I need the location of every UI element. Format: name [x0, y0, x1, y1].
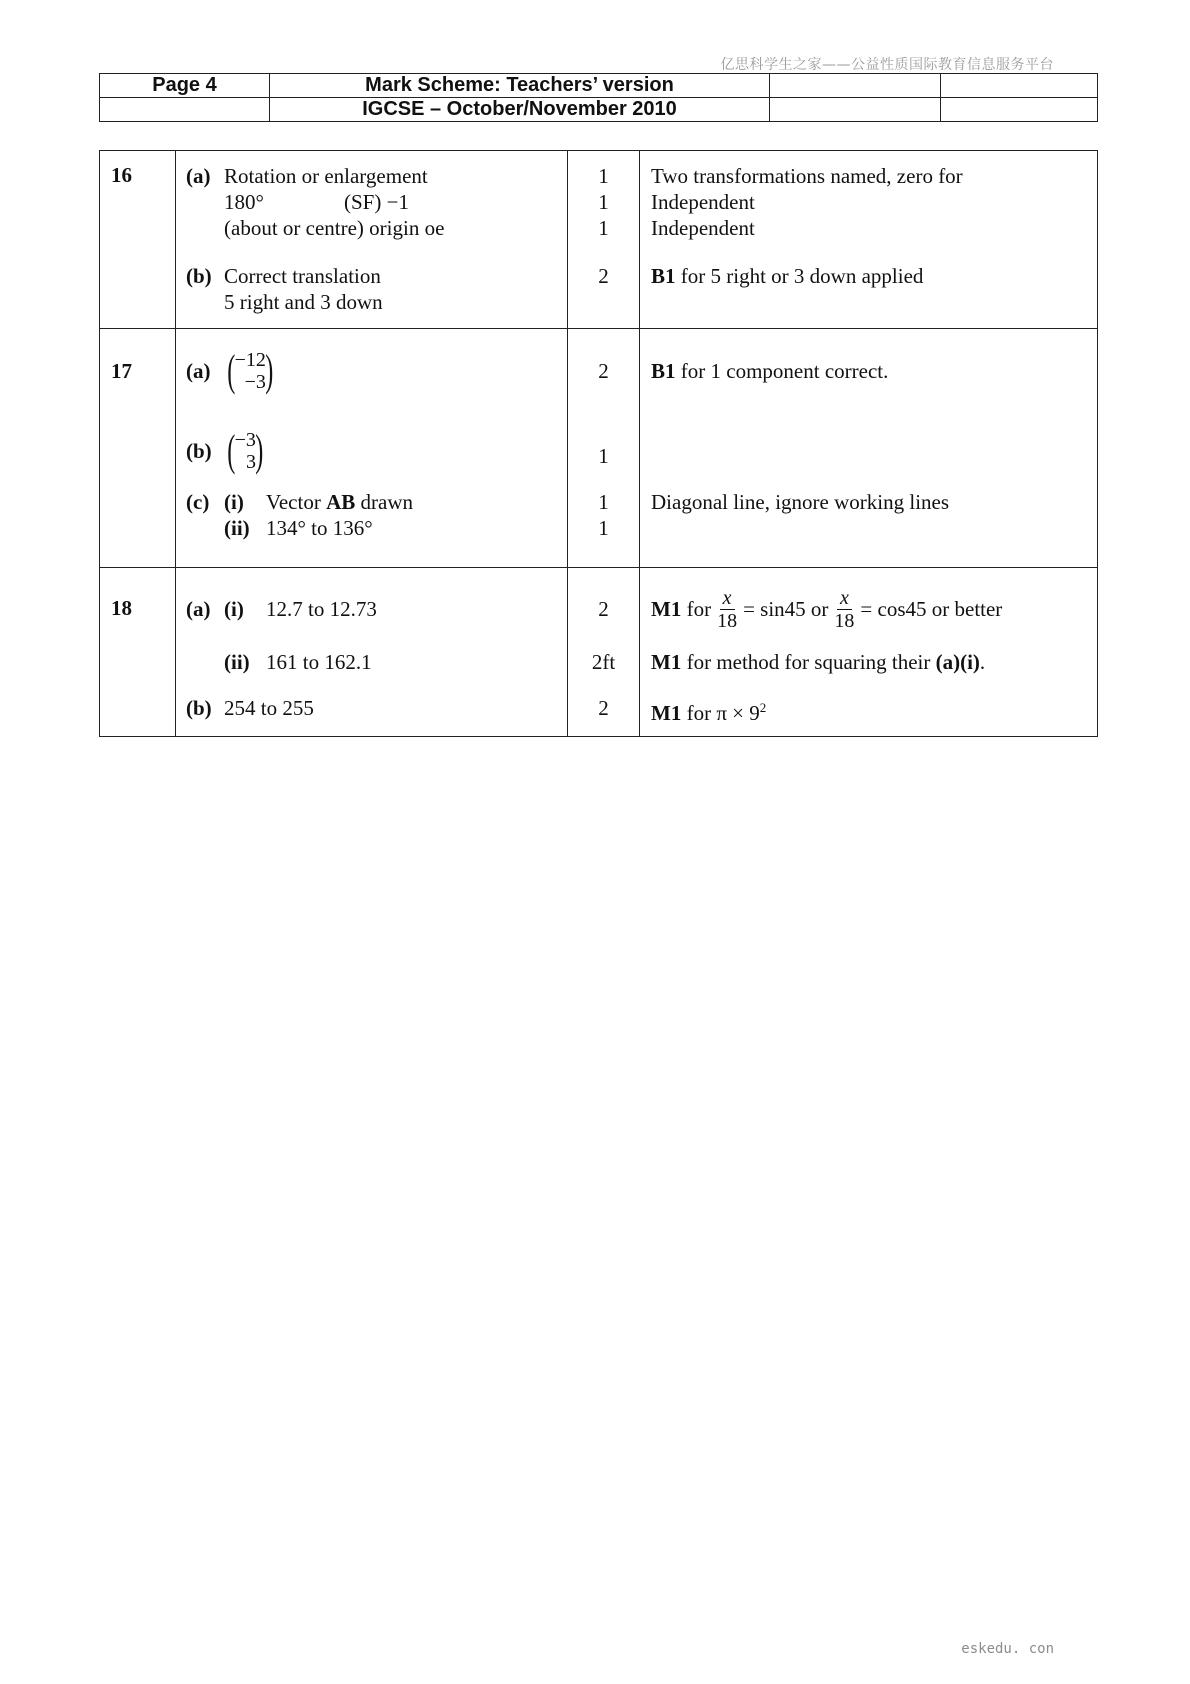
answer-text: Rotation or enlargement [224, 164, 428, 188]
answer-text: Vector [266, 490, 327, 514]
comment-text: Independent [651, 190, 755, 214]
answer-cell [176, 329, 568, 568]
header-empty-cell [100, 98, 270, 122]
exponent: 2 [759, 700, 767, 715]
marks-cell [568, 568, 640, 737]
footer-watermark: eskedu. con [961, 1641, 1054, 1657]
comment-text: Independent [651, 216, 755, 240]
part-label: (a) [186, 358, 211, 383]
answer-text: 134° to 136° [266, 516, 373, 540]
answer-text: (SF) −1 [344, 190, 409, 214]
answer-text: AB [326, 490, 356, 514]
question-row-18 [100, 568, 1098, 737]
header-empty-cell [941, 98, 1098, 122]
vector-component: 3 [245, 451, 256, 473]
answer-cell [176, 151, 568, 329]
mark-value: 2 [598, 264, 609, 288]
answer-text: 5 right and 3 down [224, 290, 383, 314]
subpart-label: (ii) [224, 516, 250, 540]
comment-reference: (a)(i) [935, 650, 980, 674]
header-empty-cell [770, 98, 941, 122]
question-number: 17 [100, 329, 176, 568]
fraction [717, 587, 737, 632]
comment-text: Diagonal line, ignore working lines [651, 490, 950, 514]
fraction [834, 587, 854, 632]
mark-value: 2 [598, 696, 609, 720]
comment-text: for 1 component correct. [675, 359, 889, 383]
marks-cell [568, 151, 640, 329]
answer-text: 180° [224, 190, 264, 214]
mark-value: 1 [598, 190, 609, 214]
vector-component: −3 [244, 371, 266, 393]
page-header-table [99, 73, 1098, 122]
document-subtitle: IGCSE – October/November 2010 [270, 98, 770, 122]
answer-text: 161 to 162.1 [266, 649, 372, 674]
mark-value: 1 [598, 164, 609, 188]
document-title: Mark Scheme: Teachers’ version [270, 74, 770, 98]
part-label: (a) [186, 164, 211, 188]
answer-text: Correct translation [224, 264, 381, 288]
part-label: (b) [186, 264, 212, 288]
part-label: (b) [186, 695, 212, 720]
comment-text: = sin45 or [743, 596, 829, 621]
comment-text: for 5 right or 3 down applied [675, 264, 924, 288]
answer-text: 254 to 255 [224, 695, 314, 720]
fraction-denominator: 18 [717, 609, 738, 632]
watermark-text: 亿思科学生之家——公益性质国际教育信息服务平台 [720, 57, 1054, 73]
header-empty-cell [941, 74, 1098, 98]
part-label: (a) [186, 596, 211, 621]
fraction-denominator: 18 [834, 609, 855, 632]
answer-text: (about or centre) origin oe [224, 216, 445, 240]
mark-value: 2 [598, 359, 609, 383]
comment-mark-code: M1 [651, 596, 682, 621]
question-number: 18 [100, 568, 176, 737]
comment-text: . [979, 650, 986, 674]
answer-cell [176, 568, 568, 737]
vector-component: −12 [234, 349, 266, 371]
comments-cell [640, 568, 1098, 737]
comment-mark-code: M1 [651, 650, 682, 674]
part-label: (c) [186, 490, 210, 514]
comment-text: for [681, 596, 712, 621]
question-number: 16 [100, 151, 176, 329]
comment-text: Two transformations named, zero for [651, 164, 963, 188]
mark-value: 1 [598, 516, 609, 540]
comment-text: = cos45 or better [860, 596, 1003, 621]
comment-mark-code: B1 [651, 359, 676, 383]
question-row-16 [100, 151, 1098, 329]
part-label: (b) [186, 438, 212, 463]
marks-cell [568, 329, 640, 568]
vector-component: −3 [234, 429, 256, 451]
comments-cell [640, 151, 1098, 329]
fraction-numerator: x [837, 587, 852, 610]
column-vector: ( −3 3 ) [227, 426, 264, 475]
subpart-label: (i) [224, 490, 244, 514]
fraction-numerator: x [720, 587, 735, 610]
answer-text: 12.7 to 12.73 [266, 596, 377, 621]
header-empty-cell [770, 74, 941, 98]
subpart-label: (i) [224, 596, 244, 621]
mark-value: 1 [598, 444, 609, 468]
comments-cell [640, 329, 1098, 568]
answer-text: drawn [355, 490, 413, 514]
mark-scheme-table [99, 150, 1098, 737]
subpart-label: (ii) [224, 649, 250, 674]
comment-mark-code: M1 [651, 701, 682, 725]
mark-value: 2ft [591, 650, 616, 674]
page-number: Page 4 [100, 74, 270, 98]
comment-mark-code: B1 [651, 264, 676, 288]
column-vector: ( −12 −3 ) [227, 346, 274, 395]
question-row-17 [100, 329, 1098, 568]
mark-value: 1 [598, 490, 609, 514]
comment-text: for method for squaring their [681, 650, 936, 674]
mark-value: 2 [598, 597, 609, 621]
comment-text: for π × 9 [681, 701, 760, 725]
mark-value: 1 [598, 216, 609, 240]
